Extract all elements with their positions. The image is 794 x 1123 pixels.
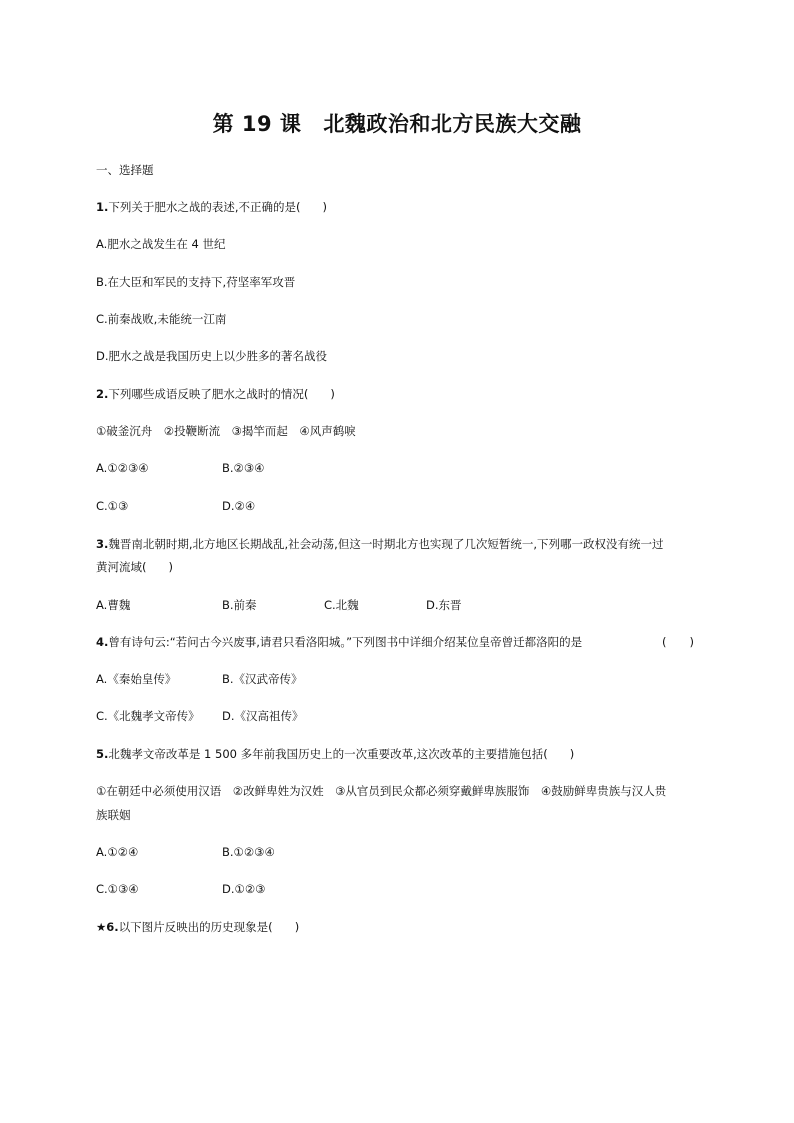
question-text: 下列关于肥水之战的表述,不正确的是(: [108, 200, 301, 214]
q4-option-a: A.《秦始皇传》: [96, 672, 177, 686]
section-heading: 一、选择题: [96, 163, 154, 177]
lesson-topic: 北魏政治和北方民族大交融: [323, 112, 582, 136]
q4-option-d: D.《汉高祖传》: [222, 709, 304, 723]
q5-option-a: A.①②④: [96, 845, 139, 859]
page-title: [0, 108, 794, 138]
q1-option-a: A.肥水之战发生在 4 世纪: [96, 237, 226, 251]
close-paren: ): [294, 920, 300, 934]
question-number: 1.: [96, 200, 109, 214]
q4-option-c: C.《北魏孝文帝传》: [96, 709, 200, 723]
q1-option-b: B.在大臣和军民的支持下,苻坚率军攻晋: [96, 275, 296, 289]
question-text: 北魏孝文帝改革是 1 500 多年前我国历史上的一次重要改革,这次改革的主要措施包括(: [108, 747, 548, 761]
question-1: [96, 200, 327, 214]
question-2: [96, 387, 335, 401]
question-3-cont: [96, 560, 173, 574]
question-text: 以下图片反映出的历史现象是(: [118, 920, 273, 934]
question-text: 下列哪些成语反映了肥水之战时的情况(: [108, 387, 309, 401]
q1-option-d: D.肥水之战是我国历史上以少胜多的著名战役: [96, 349, 328, 363]
question-number: 3.: [96, 537, 109, 551]
question-3: [96, 537, 664, 551]
question-number: ★6.: [96, 920, 119, 934]
close-paren: ): [330, 387, 335, 401]
q3-option-a: A.曹魏: [96, 598, 131, 612]
question-6: [96, 920, 299, 934]
question-5: [96, 747, 574, 761]
q3-option-c: C.北魏: [324, 598, 359, 612]
answer-paren: ( ): [662, 635, 694, 649]
question-text-cont: 黄河流域(: [96, 560, 147, 574]
q2-items: ①破釜沉舟 ②投鞭断流 ③揭竿而起 ④风声鹤唳: [96, 424, 356, 438]
question-number: 5.: [96, 747, 109, 761]
question-text: 魏晋南北朝时期,北方地区长期战乱,社会动荡,但这一时期北方也实现了几次短暂统一,下列哪一政权没有统一过: [108, 537, 664, 551]
lesson-number: 第 19 课: [212, 112, 302, 136]
q5-items: ①在朝廷中必须使用汉语 ②改鲜卑姓为汉姓 ③从官员到民众都必须穿戴鲜卑族服饰 ④鼓励鲜卑贵族与汉人贵: [96, 784, 667, 798]
q5-option-c: C.①③④: [96, 882, 139, 896]
question-number: 4.: [96, 635, 109, 649]
q1-option-c: C.前秦战败,未能统一江南: [96, 312, 227, 326]
close-paren: ): [322, 200, 328, 214]
q5-items-cont: 族联姻: [96, 808, 131, 822]
q5-option-d: D.①②③: [222, 882, 266, 896]
q2-option-c: C.①③: [96, 499, 129, 513]
q4-option-b: B.《汉武帝传》: [222, 672, 303, 686]
q2-option-d: D.②④: [222, 499, 256, 513]
q2-option-a: A.①②③④: [96, 461, 149, 475]
question-number: 2.: [96, 387, 109, 401]
q3-option-b: B.前秦: [222, 598, 257, 612]
close-paren: ): [168, 560, 173, 574]
question-text: 曾有诗句云:“若问古今兴废事,请君只看洛阳城。”下列图书中详细介绍某位皇帝曾迁都洛阳的是: [108, 635, 583, 649]
q3-option-d: D.东晋: [426, 598, 462, 612]
close-paren: ): [569, 747, 575, 761]
q2-option-b: B.②③④: [222, 461, 265, 475]
q5-option-b: B.①②③④: [222, 845, 275, 859]
question-4: [96, 635, 582, 649]
